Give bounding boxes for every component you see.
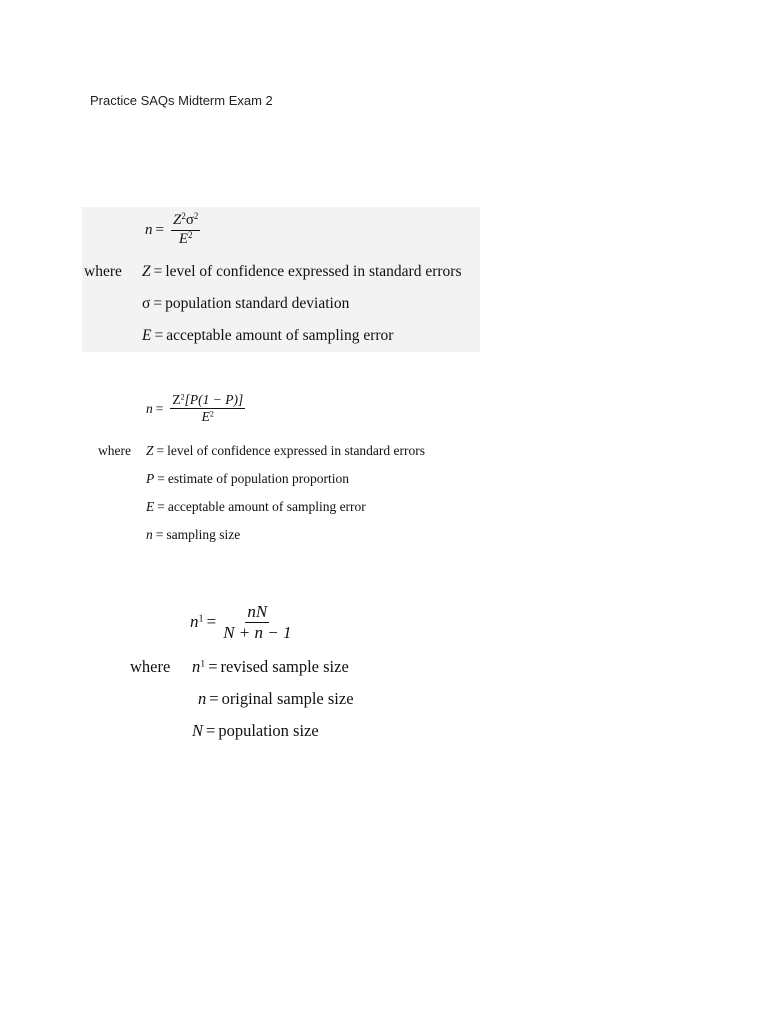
formula-1-def-z: Z = level of confidence expressed in standard errors (142, 263, 462, 280)
formula-1-def-e: E = acceptable amount of sampling error (142, 327, 394, 344)
formula-2-def-e: E = acceptable amount of sampling error (146, 499, 366, 514)
formula-3-numerator: nN (247, 602, 268, 621)
document-title: Practice SAQs Midterm Exam 2 (90, 93, 273, 108)
formula-1-def-sigma: σ = population standard deviation (142, 295, 350, 312)
formula-3-def-n1: $n^1$ = revised sample size (192, 657, 349, 676)
formula-2-def-z: Z = level of confidence expressed in standard errors (146, 443, 426, 458)
formula-sample-size-proportion (96, 393, 476, 553)
formula-2-denominator: $E^2$ (201, 409, 214, 425)
formula-3-equation: $n^1$ = $\frac{nN}{N + n - 1}$ (190, 602, 292, 642)
formula-3-def-n: n = original sample size (198, 689, 354, 708)
formula-2-def-p: P = estimate of population proportion (146, 471, 349, 486)
formula-3-denominator: N + n − 1 (223, 622, 292, 642)
formula-2-where: where (98, 443, 131, 458)
formula-1-numerator: $Z^2\sigma^2$ (171, 213, 200, 231)
formula-3-def-big-n: N = population size (192, 721, 319, 740)
formula-finite-population-correction (128, 603, 448, 753)
formula-1-denominator: $E^2$ (178, 229, 193, 247)
formula-1-lhs: n (145, 221, 153, 238)
formula-sample-size-mean (82, 207, 480, 352)
formula-1-equation: n = $\frac{Z^2\sigma^2}{E^2}$ (145, 211, 199, 247)
formula-1-where: where (84, 263, 122, 280)
formula-2-numerator: $Z^2[P(1 - P)]$ (170, 393, 245, 409)
formula-2-def-n: n = sampling size (146, 527, 241, 542)
formula-2-equation: n = $\frac{Z^2[P(1 - P)]}{E^2}$ (146, 392, 244, 425)
formula-2-lhs: n (146, 400, 153, 416)
formula-3-lhs: $n^1$ (190, 612, 204, 632)
formula-3-where: where (130, 657, 171, 676)
